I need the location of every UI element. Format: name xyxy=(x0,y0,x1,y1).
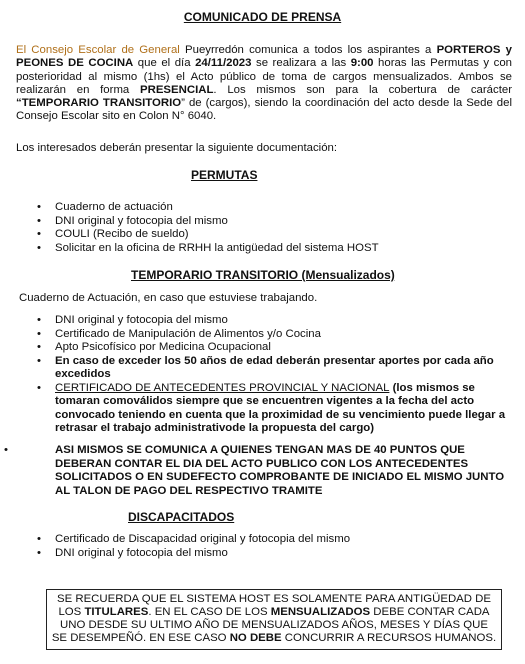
list-item: • CERTIFICADO DE ANTECEDENTES PROVINCIAL Y NACIONAL (los mismos se tomaran comoválidos siempre que se encuentren vigentes a la fecha del acto convocado teniendo en cuenta que la proximidad de su vencimiento puede llegar a retrasar el trabajo administrativode la propuesta del cargo) xyxy=(37,381,506,434)
intro-text: que el día xyxy=(133,57,196,70)
bullet-icon: • xyxy=(4,444,8,456)
notice-emphasis: MENSUALIZADOS xyxy=(270,606,371,618)
permutas-heading: PERMUTAS xyxy=(191,168,258,182)
docs-intro: Los interesados deberán presentar la siguiente documentación: xyxy=(16,142,338,154)
intro-lead: El Consejo Escolar de General xyxy=(16,44,180,56)
list-item: • DNI original y fotocopia del mismo xyxy=(37,546,228,559)
list-item: • DNI original y fotocopia del mismo xyxy=(37,314,228,326)
discapacitados-list xyxy=(35,533,505,560)
certificate-link-text: CERTIFICADO DE ANTECEDENTES PROVINCIAL Y NACIONAL xyxy=(55,381,390,394)
intro-positions: PORTEROS y PEONES DE COCINA xyxy=(16,44,512,70)
notice-text: SE RECUERDA QUE EL SISTEMA HOST ES SOLAMENTE PARA ANTIGÜEDAD DE LOS xyxy=(56,593,491,618)
temporario-lead: Cuaderno de Actuación, en caso que estuviese trabajando. xyxy=(19,292,318,304)
list-item: • Certificado de Discapacidad original y fotocopia del mismo xyxy=(37,533,351,545)
list-item: • Apto Psicofísico por Medicina Ocupacional xyxy=(37,341,271,353)
notice-text: DEBE CONTAR CADA UNO DESDE SU ULTIMO AÑO DE MENSUALIZADOS AÑOS, MESES Y DÍAS QUE SE DESEMPEÑÓ. EN ESE CASO xyxy=(51,606,490,644)
notice-emphasis: TITULARES xyxy=(84,606,149,618)
list-item: • Cuaderno de actuación xyxy=(37,201,173,213)
intro-text: ” de (cargos), siendo la coordinación del acto desde la Sede del Consejo Escolar sito en Colon N° 6040. xyxy=(16,97,513,123)
intro-mode: PRESENCIAL xyxy=(140,83,214,96)
intro-type: “TEMPORARIO TRANSITORIO xyxy=(16,97,182,110)
permutas-list xyxy=(35,201,505,255)
list-item: • Certificado de Manipulación de Alimentos y/o Cocina xyxy=(37,327,321,340)
intro-text: Pueyrredón comunica a todos los aspirantes a xyxy=(179,44,437,56)
notice-text: CONCURRIR A RECURSOS HUMANOS. xyxy=(281,632,497,644)
intro-time: 9:00 xyxy=(350,57,374,70)
notice-emphasis: NO DEBE xyxy=(229,632,282,644)
discapacitados-heading: DISCAPACITADOS xyxy=(128,510,235,524)
intro-date: 24/11/2023 xyxy=(195,57,252,70)
host-notice-box xyxy=(46,589,502,650)
notice-text: . EN EL CASO DE LOS xyxy=(148,606,271,618)
intro-text: . Los mismos son para la cobertura de carácter xyxy=(213,83,512,96)
temporario-list xyxy=(35,314,515,436)
points-notice: ASI MISMOS SE COMUNICA A QUIENES TENGAN MAS DE 40 PUNTOS QUE DEBERAN CONTAR EL DIA DEL ACTO PUBLICO CON LOS ANTECEDENTES SOLICITADOS O EN SUDEFECTO COMPROBANTE DE INICIADO EL MISMO JUNTO AL TALON DE PAGO DEL RESPECTIVO TRAMITE xyxy=(55,444,505,497)
temporario-heading: TEMPORARIO TRANSITORIO (Mensualizados) xyxy=(131,268,395,282)
list-item: • COULI (Recibo de sueldo) xyxy=(37,228,189,240)
intro-text: horas las Permutas y con posterioridad al mismo (1hs) el Acto público de toma de cargos mensualizados. Ambos se realizarán en forma xyxy=(16,57,513,96)
intro-paragraph xyxy=(16,44,512,124)
list-item: • Solicitar en la oficina de RRHH la antigüedad del sistema HOST xyxy=(37,241,379,254)
document-title: COMUNICADO DE PRENSA xyxy=(183,10,342,24)
intro-text: se realizara a las xyxy=(251,57,351,70)
list-item: • DNI original y fotocopia del mismo xyxy=(37,214,228,227)
list-item: • En caso de exceder los 50 años de edad deberán presentar aportes por cada año excedidos xyxy=(37,354,494,380)
